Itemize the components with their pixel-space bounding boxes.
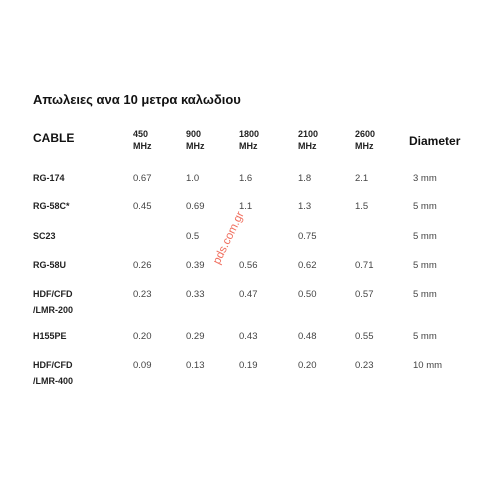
table-cell: 0.67 [133,173,152,184]
freq-header-value: 1800 [239,129,260,139]
freq-header-value: 900 [186,129,202,139]
table-row-name [33,198,123,214]
table-row-name [33,328,123,344]
table-row-name [33,357,123,389]
cable-name: SC23 [33,231,56,241]
cable-column-header: CABLE [33,131,75,145]
cable-name: HDF/CFD [33,289,73,299]
cable-name: RG-174 [33,173,65,183]
cable-name: RG-58U [33,260,67,270]
table-cell: 0.55 [355,331,374,342]
freq-header-value: 2100 [298,129,319,139]
freq-header-unit: MHz [355,141,374,151]
table-cell: 0.09 [133,360,152,371]
table-cell: 1.5 [355,201,369,212]
freq-header-unit: MHz [133,141,152,151]
table-cell: 1.3 [298,201,312,212]
diameter-cell: 5 mm [413,201,437,212]
freq-header-value: 450 [133,129,149,139]
cable-name: HDF/CFD [33,360,73,370]
table-cell: 0.56 [239,260,258,271]
table-cell: 0.26 [133,260,152,271]
page-title: Απωλειες ανα 10 μετρα καλωδιου [33,92,241,107]
diameter-cell: 5 mm [413,331,437,342]
table-cell: 0.71 [355,260,374,271]
table-cell: 0.23 [355,360,374,371]
diameter-cell: 5 mm [413,260,437,271]
table-cell: 1.0 [186,173,200,184]
diameter-column-header: Diameter [409,134,461,148]
table-row-name [33,257,123,273]
table-row-name [33,286,123,318]
table-row-name [33,170,123,186]
table-cell: 0.20 [298,360,317,371]
table-cell: 0.23 [133,289,152,300]
diameter-cell: 5 mm [413,231,437,242]
freq-header-1800 [239,128,279,152]
table-cell: 0.29 [186,331,205,342]
table-cell: 0.33 [186,289,205,300]
cable-name-cont: /LMR-200 [33,305,74,315]
table-row-name [33,228,123,244]
cable-name: H155PE [33,331,67,341]
table-cell: 0.50 [298,289,317,300]
watermark: pds.com.gr [211,209,247,267]
freq-header-unit: MHz [239,141,258,151]
table-cell: 0.5 [186,231,200,242]
diameter-cell: 10 mm [413,360,443,371]
table-cell: 1.6 [239,173,253,184]
freq-header-unit: MHz [186,141,205,151]
freq-header-unit: MHz [298,141,317,151]
table-cell: 0.20 [133,331,152,342]
table-cell: 1.1 [239,201,253,212]
freq-header-value: 2600 [355,129,376,139]
diameter-cell: 5 mm [413,289,437,300]
cable-name-cont: /LMR-400 [33,376,74,386]
table-cell: 0.75 [298,231,317,242]
cable-name: RG-58C* [33,201,70,211]
diameter-cell: 3 mm [413,173,437,184]
table-cell: 0.19 [239,360,258,371]
table-cell: 0.13 [186,360,205,371]
table-cell: 0.57 [355,289,374,300]
table-cell: 0.62 [298,260,317,271]
freq-header-2600 [355,128,395,152]
table-cell: 0.69 [186,201,205,212]
freq-header-2100 [298,128,338,152]
table-cell: 0.47 [239,289,258,300]
table-cell: 2.1 [355,173,369,184]
table-cell: 0.39 [186,260,205,271]
table-cell: 0.48 [298,331,317,342]
table-cell: 0.43 [239,331,258,342]
table-cell: 0.45 [133,201,152,212]
table-cell: 1.8 [298,173,312,184]
freq-header-450 [133,128,173,152]
freq-header-900 [186,128,226,152]
